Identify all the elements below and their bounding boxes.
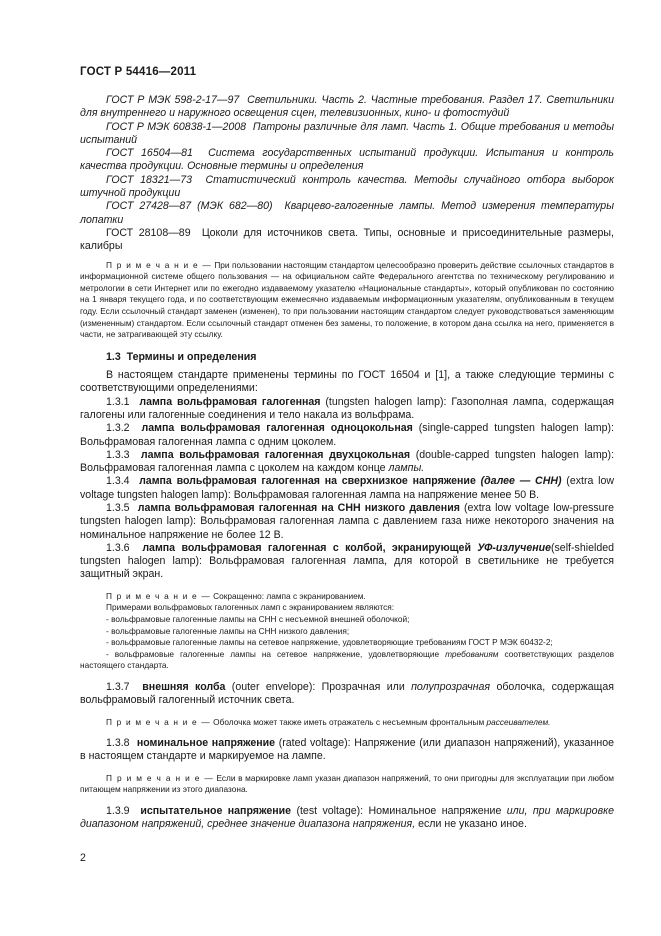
note-list-item: - вольфрамовые галогенные лампы на сетевое напряжение, удовлетворяющие требованиям соответствующих разделов настоящего стандарта. bbox=[80, 648, 615, 671]
term-1-3-5: 1.3.5 лампа вольфрамовая галогенная на СНН низкого давления (extra low voltage low-pressure tungsten halogen lamp): Вольфрамовая галогенная лампа с давлением газа ниже некоторого значения на номинальное напряжение не более 12 В. bbox=[80, 501, 614, 541]
reference-entry: ГОСТ Р МЭК 598-2-17—97 Светильники. Часть 2. Частные требования. Раздел 17. Светильники для внутреннего и наружного освещения сцен, телевизионных, кино- и фотостудий bbox=[80, 94, 614, 120]
term-1-3-3: 1.3.3 лампа вольфрамовая галогенная двухцокольная (double-capped tungsten halogen lamp): Вольфрамовая галогенная лампа с цоколем на каждом конце лампы. bbox=[80, 448, 615, 475]
reference-entry: ГОСТ 18321—73 Статистический контроль качества. Методы случайного отбора выборок штучной продукции bbox=[80, 173, 614, 200]
term-1-3-9: 1.3.9 испытательное напряжение (test voltage): Номинальное напряжение или, при маркировке диапазоном напряжений, среднее значение диапазона напряжения, если не указано иное. bbox=[80, 804, 615, 831]
note-list-item: - вольфрамовые галогенные лампы на СНН низкого давления; bbox=[106, 625, 350, 636]
reference-entry: ГОСТ 28108—89 Цоколи для источников света. Типы, основные и присоединительные размеры, калибры bbox=[80, 226, 614, 253]
term-1-3-6: 1.3.6 лампа вольфрамовая галогенная с колбой, экранирующей УФ-излучение(self-shielded tungsten halogen lamp): Вольфрамовая галогенная лампа, для которой в светильнике не требуется защитный экран. bbox=[80, 541, 614, 581]
section-heading: 1.3 Термины и определения bbox=[106, 350, 257, 363]
note-list-item: - вольфрамовые галогенные лампы на СНН с несъемной внешней оболочкой; bbox=[106, 613, 410, 624]
term-1-3-7: 1.3.7 внешняя колба (outer envelope): Прозрачная или полупрозрачная оболочка, содержащая вольфрамовый галогенный источник света. bbox=[80, 680, 614, 707]
reference-entry: ГОСТ 16504—81 Система государственных испытаний продукции. Испытания и контроль качества продукции. Основные термины и определения bbox=[80, 147, 614, 173]
page-number: 2 bbox=[80, 852, 86, 864]
standard-header: ГОСТ Р 54416—2011 bbox=[80, 66, 197, 78]
term-1-3-1: 1.3.1 лампа вольфрамовая галогенная (tungsten halogen lamp): Газополная лампа, содержащая галогены или галогенные соединения и тело накала из вольфрама. bbox=[80, 395, 614, 421]
reference-entry: ГОСТ 27428—87 (МЭК 682—80) Кварцево-галогенные лампы. Метод измерения температуры лопатки bbox=[80, 200, 614, 226]
term-1-3-8: 1.3.8 номинальное напряжение (rated voltage): Напряжение (или диапазон напряжений), указанное в настоящем стандарте и маркируемое на лампе. bbox=[80, 737, 614, 763]
term-1-3-4: 1.3.4 лампа вольфрамовая галогенная на сверхнизкое напряжение (далее — СНН) (extra low voltage tungsten halogen lamp): Вольфрамовая галогенная лампа на напряжение менее 50 В. bbox=[80, 475, 615, 501]
reference-entry: ГОСТ Р МЭК 60838-1—2008 Патроны различные для ламп. Часть 1. Общие требования и методы испытаний bbox=[80, 120, 615, 146]
note-term-1-3-8: П р и м е ч а н и е — Если в маркировке ламп указан диапазон напряжений, то они пригодны для эксплуатации при любом питающем напряжении из этого диапазона. bbox=[80, 772, 614, 795]
section-intro: В настоящем стандарте применены термины по ГОСТ 16504 и [1], а также следующие термины с соответствующими определениями: bbox=[80, 369, 614, 395]
term-1-3-2: 1.3.2 лампа вольфрамовая галогенная одноцокольная (single-capped tungsten halogen lamp): Вольфрамовая галогенная лампа с одним цоколем. bbox=[80, 422, 614, 448]
note-list-item: - вольфрамовые галогенные лампы на сетевое напряжение, удовлетворяющие требованиям ГОСТ Р МЭК 60432-2; bbox=[106, 637, 553, 648]
note-references: П р и м е ч а н и е — При пользовании настоящим стандартом целесообразно проверить действие ссылочных стандартов в информационной системе общего пользования — на официальном сайте Федерального агентства по техническому регулированию и метрологии в сети Интернет или по ежегодно издаваемому указателю «Национальные стандарты», который опубликован по состоянию на 1 января текущего года, и по соответствующим ежемесячно издаваемым информационным указателям, опубликованным в текущем году. Если ссылочный стандарт заменен (изменен), то при пользовании настоящим стандартом следует руководствоваться заменяющим (измененным) стандартом. Если ссылочный стандарт отменен без замены, то положение, в котором дана ссылка на него, применяется в части, не затрагивающей эту ссылку. bbox=[80, 259, 614, 340]
note-examples-intro: Примерами вольфрамовых галогенных ламп с экранированием являются: bbox=[106, 602, 395, 613]
page-content bbox=[80, 94, 614, 831]
note-term-1-3-7: П р и м е ч а н и е — Оболочка может также иметь отражатель с несъемным фронтальным рассеивателем. bbox=[106, 716, 551, 727]
note-term-1-3-6: П р и м е ч а н и е — Сокращенно: лампа с экранированием. bbox=[106, 590, 366, 601]
